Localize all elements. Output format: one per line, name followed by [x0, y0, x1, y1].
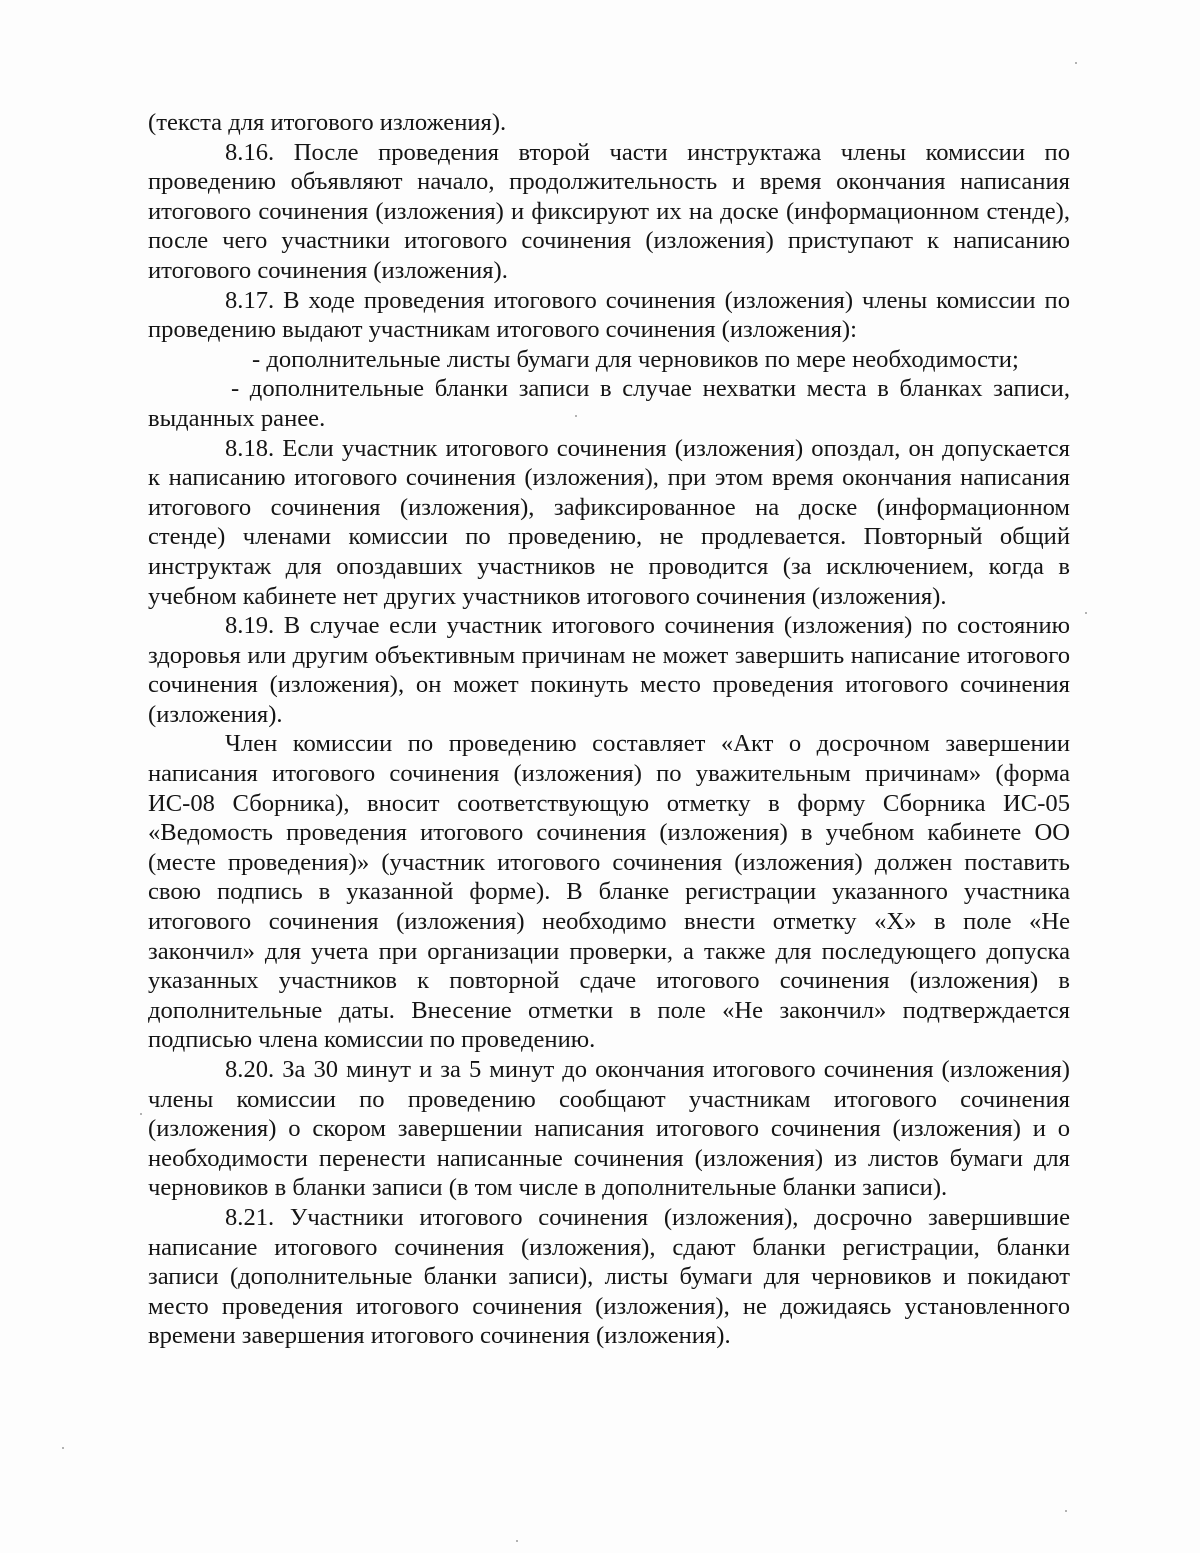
- paragraph-8-19: 8.19. В случае если участник итогового сочинения (изложения) по состоянию здоровья или другим объективным причинам не может завершить написание итогового сочинения (изложения), он может покинуть место проведения итогового сочинения (изложения).: [148, 612, 1070, 728]
- scan-speck: [1065, 1510, 1067, 1512]
- scan-speck: [575, 415, 577, 417]
- scan-speck: [516, 1540, 518, 1542]
- paragraph-commission-act: Член комиссии по проведению составляет «Акт о досрочном завершении написания итогового сочинения (изложения) по уважительным причинам» (форма ИС-08 Сборника), вносит соответствующую отметку в форму Сборника ИС-05 «Ведомость проведения итогового сочинения (изложения) в учебном кабинете ОО (месте проведения)» (участник итогового сочинения (изложения) должен поставить свою подпись в указанной форме). В бланке регистрации указанного участника итогового сочинения (изложения) необходимо внести отметку «X» в поле «Не закончил» для учета при организации проверки, а также для последующего допуска указанных участников к повторной сдаче итогового сочинения (изложения) в дополнительные даты. Внесение отметки в поле «Не закончил» подтверждается подписью члена комиссии по проведению.: [148, 730, 1070, 1054]
- scan-speck: [1085, 612, 1087, 614]
- list-item-extra-forms: - дополнительные бланки записи в случае нехватки места в бланках записи, выданных ранее.: [148, 375, 1070, 432]
- paragraph-8-21: 8.21. Участники итогового сочинения (изложения), досрочно завершившие написание итогового сочинения (изложения), сдают бланки регистрации, бланки записи (дополнительные бланки записи), листы бумаги для черновиков и покидают место проведения итогового сочинения (изложения), не дожидаясь установленного времени завершения итогового сочинения (изложения).: [148, 1203, 1070, 1350]
- scan-speck: [62, 1447, 64, 1449]
- scan-speck: [140, 1113, 142, 1115]
- paragraph-8-17: 8.17. В ходе проведения итогового сочинения (изложения) члены комиссии по проведению выдают участникам итогового сочинения (изложения):: [148, 286, 1070, 344]
- paragraph-8-20: 8.20. За 30 минут и за 5 минут до окончания итогового сочинения (изложения) члены комиссии по проведению сообщают участникам итогового сочинения (изложения) о скором завершении написания итогового сочинения (изложения) и о необходимости перенести написанные сочинения (изложения) из листов бумаги для черновиков в бланки записи (в том числе в дополнительные бланки записи).: [148, 1056, 1070, 1202]
- scan-speck: [1075, 62, 1077, 64]
- document-body: [148, 108, 1070, 1351]
- list-item-drafts: - дополнительные листы бумаги для черновиков по мере необходимости;: [252, 345, 1019, 373]
- paragraph-continuation: (текста для итогового изложения).: [148, 109, 507, 136]
- paragraph-8-18: 8.18. Если участник итогового сочинения (изложения) опоздал, он допускается к написанию итогового сочинения (изложения), при этом время окончания написания итогового сочинения (изложения), зафиксированное на доске (информационном стенде) членами комиссии по проведению, не продлевается. Повторный общий инструктаж для опоздавших участников не проводится (за исключением, когда в учебном кабинете нет других участников итогового сочинения (изложения).: [148, 434, 1070, 610]
- paragraph-8-16: 8.16. После проведения второй части инструктажа члены комиссии по проведению объявляют начало, продолжительность и время окончания написания итогового сочинения (изложения) и фиксируют их на доске (информационном стенде), после чего участники итогового сочинения (изложения) приступают к написанию итогового сочинения (изложения).: [148, 138, 1070, 284]
